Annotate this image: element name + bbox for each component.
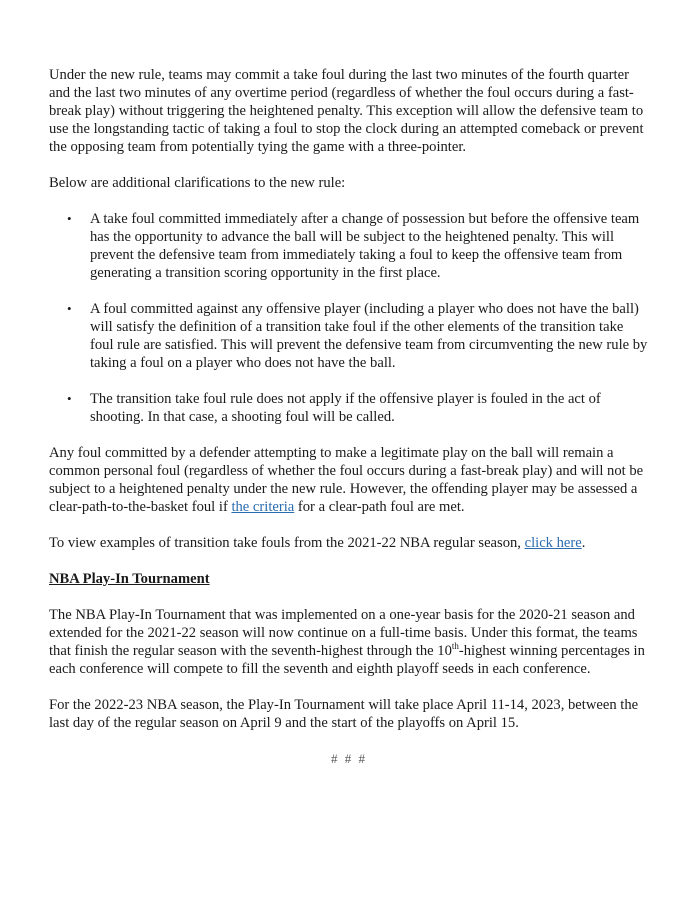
bullet-icon: • [67,301,72,316]
playin-paragraph [49,606,649,678]
examples-text-end: . [581,535,586,551]
bullet-icon: • [67,211,72,226]
clarification-item [49,210,649,282]
legitimate-play-text-end: for a clear-path foul are met. [294,499,465,515]
playin-text-end: -highest winning percentages in each conference will compete to fill the seventh and eighth playoff seeds in each conference. [49,643,645,677]
intro-paragraph: Under the new rule, teams may commit a take foul during the last two minutes of the fourth quarter and the last two minutes of any overtime period (regardless of whether the foul occurs during a fast-break play) without triggering the heightened penalty. This exception will allow the defensive team to use the longstanding tactic of taking a foul to stop the clock during an attempted comeback or prevent the opposing team from potentially tying the game with a three-pointer. [49,67,644,155]
clarifications-intro: Below are additional clarifications to the new rule: [49,175,346,191]
document-page [49,66,649,768]
legitimate-play-text: Any foul committed by a defender attempting to make a legitimate play on the ball will remain a common personal foul (regardless of whether the foul occurs during a fast-break play) and will not be subject to a heightened penalty under the new rule. However, the offending player may be assessed a clear-path-to-the-basket foul if [49,445,644,515]
legitimate-play-paragraph [49,444,649,516]
click-here-link[interactable]: click here [524,535,582,551]
schedule-paragraph: For the 2022-23 NBA season, the Play-In Tournament will take place April 11-14, 2023, between the last day of the regular season on April 9 and the start of the playoffs on April 15. [49,697,639,731]
clarification-text: A foul committed against any offensive player (including a player who does not have the ball) will satisfy the definition of a transition take foul if the other elements of the transition take foul rule are satisfied. This will prevent the defensive team from circumventing the new rule by taking a foul on a player who does not have the ball. [90,301,648,371]
playin-text: The NBA Play-In Tournament that was implemented on a one-year basis for the 2020-21 season and extended for the 2021-22 season will now continue on a full-time basis. Under this format, the teams that finish the regular season with the seventh-highest through the 10 [49,607,638,659]
criteria-link[interactable]: the criteria [231,499,295,515]
clarification-item [49,300,649,372]
clarifications-list [49,210,649,426]
ordinal-superscript: th [451,641,459,651]
clarification-text: The transition take foul rule does not apply if the offensive player is fouled in the act of shooting. In that case, a shooting foul will be called. [90,391,601,425]
clarification-text: A take foul committed immediately after a change of possession but before the offensive team has the opportunity to advance the ball will be subject to the heightened penalty. This will prevent the defensive team from immediately taking a foul to keep the offensive team from generating a transition scoring opportunity in the first place. [90,211,640,281]
examples-paragraph [49,534,649,552]
playin-heading: NBA Play-In Tournament [49,571,210,587]
clarification-item [49,390,649,426]
examples-text: To view examples of transition take fouls from the 2021-22 NBA regular season, [49,535,525,551]
bullet-icon: • [67,391,72,406]
end-mark: # # # [331,751,367,766]
